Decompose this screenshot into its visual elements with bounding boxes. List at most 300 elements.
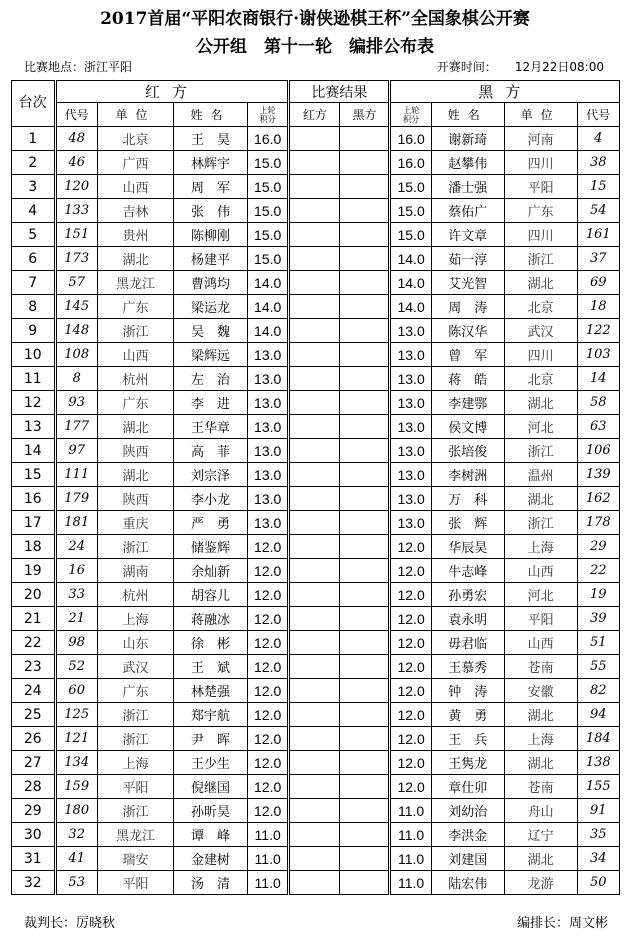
red-name-cell: 胡容儿: [174, 583, 248, 607]
black-name-cell: 万 科: [431, 487, 504, 511]
result-black-cell[interactable]: [340, 559, 390, 583]
table-no-cell: 16: [12, 487, 56, 511]
col-header-red-code: 代号: [55, 103, 97, 127]
black-code-cell: 63: [577, 415, 620, 439]
table-no-cell: 22: [12, 631, 56, 655]
result-red-cell[interactable]: [289, 559, 340, 583]
black-unit-cell: 浙江: [504, 247, 577, 271]
red-name-cell: 左 治: [174, 367, 248, 391]
result-red-cell[interactable]: [289, 463, 340, 487]
black-unit-cell: 苍南: [504, 775, 577, 799]
red-unit-cell: 黑龙江: [97, 823, 173, 847]
red-prev-score-cell: 13.0: [247, 367, 288, 391]
red-unit-cell: 山西: [97, 343, 173, 367]
table-row: [12, 319, 620, 343]
red-code-cell: 46: [55, 151, 97, 175]
result-red-cell[interactable]: [289, 439, 340, 463]
black-name-cell: 华辰昊: [431, 535, 504, 559]
red-code-cell: 32: [55, 823, 97, 847]
result-black-cell[interactable]: [340, 583, 390, 607]
result-red-cell[interactable]: [289, 679, 340, 703]
table-no-cell: 8: [12, 295, 56, 319]
black-code-cell: 29: [577, 535, 620, 559]
red-code-cell: 93: [55, 391, 97, 415]
black-unit-cell: 安徽: [504, 679, 577, 703]
black-name-cell: 曾 军: [431, 343, 504, 367]
pairing-table: [11, 80, 620, 895]
result-red-cell[interactable]: [289, 271, 340, 295]
black-prev-score-cell: 12.0: [390, 703, 431, 727]
black-code-cell: 19: [577, 583, 620, 607]
black-name-cell: 刘建国: [431, 847, 504, 871]
table-row: [12, 751, 620, 775]
red-code-cell: 151: [55, 223, 97, 247]
red-prev-score-cell: 12.0: [247, 775, 288, 799]
black-name-cell: 李建鄂: [431, 391, 504, 415]
table-no-cell: 27: [12, 751, 56, 775]
black-name-cell: 王隽龙: [431, 751, 504, 775]
table-no-cell: 14: [12, 439, 56, 463]
red-code-cell: 121: [55, 727, 97, 751]
table-no-cell: 31: [12, 847, 56, 871]
black-prev-score-cell: 13.0: [390, 367, 431, 391]
red-code-cell: 60: [55, 679, 97, 703]
black-name-cell: 章仕卯: [431, 775, 504, 799]
black-code-cell: 58: [577, 391, 620, 415]
red-name-cell: 李 进: [174, 391, 248, 415]
result-red-cell[interactable]: [289, 703, 340, 727]
table-row: [12, 175, 620, 199]
red-name-cell: 徐 彬: [174, 631, 248, 655]
red-code-cell: 177: [55, 415, 97, 439]
red-prev-score-cell: 13.0: [247, 439, 288, 463]
result-red-cell[interactable]: [289, 295, 340, 319]
red-code-cell: 57: [55, 271, 97, 295]
red-code-cell: 41: [55, 847, 97, 871]
black-code-cell: 162: [577, 487, 620, 511]
result-red-cell[interactable]: [289, 847, 340, 871]
black-name-cell: 黄 勇: [431, 703, 504, 727]
black-name-cell: 谢新琦: [431, 127, 504, 151]
black-unit-cell: 河北: [504, 415, 577, 439]
red-name-cell: 张 伟: [174, 199, 248, 223]
result-black-cell[interactable]: [340, 463, 390, 487]
table-row: [12, 295, 620, 319]
red-unit-cell: 黑龙江: [97, 271, 173, 295]
result-red-cell[interactable]: [289, 607, 340, 631]
result-black-cell[interactable]: [340, 727, 390, 751]
col-header-red-name: 姓名: [174, 103, 248, 127]
red-unit-cell: 浙江: [97, 319, 173, 343]
chief-referee: 裁判长：厉晓秋: [24, 916, 116, 931]
result-black-cell[interactable]: [340, 703, 390, 727]
black-prev-score-cell: 12.0: [390, 559, 431, 583]
result-black-cell[interactable]: [340, 223, 390, 247]
table-no-cell: 6: [12, 247, 56, 271]
black-unit-cell: 辽宁: [504, 823, 577, 847]
red-unit-cell: 北京: [97, 127, 173, 151]
col-header-table-no: 台次: [12, 81, 56, 127]
black-unit-cell: 四川: [504, 343, 577, 367]
black-code-cell: 106: [577, 439, 620, 463]
red-code-cell: 97: [55, 439, 97, 463]
red-prev-score-cell: 11.0: [247, 847, 288, 871]
black-prev-score-cell: 15.0: [390, 199, 431, 223]
result-black-cell[interactable]: [340, 391, 390, 415]
result-red-cell[interactable]: [289, 319, 340, 343]
result-red-cell[interactable]: [289, 583, 340, 607]
table-row: [12, 823, 620, 847]
result-red-cell[interactable]: [289, 415, 340, 439]
result-red-cell[interactable]: [289, 487, 340, 511]
result-black-cell[interactable]: [340, 799, 390, 823]
table-row: [12, 487, 620, 511]
result-black-cell[interactable]: [340, 679, 390, 703]
table-row: [12, 151, 620, 175]
black-unit-cell: 北京: [504, 295, 577, 319]
red-name-cell: 储鉴辉: [174, 535, 248, 559]
red-name-cell: 倪继国: [174, 775, 248, 799]
red-unit-cell: 浙江: [97, 703, 173, 727]
red-unit-cell: 重庆: [97, 511, 173, 535]
black-unit-cell: 苍南: [504, 655, 577, 679]
black-unit-cell: 河北: [504, 583, 577, 607]
result-black-cell[interactable]: [340, 607, 390, 631]
black-name-cell: 李洪金: [431, 823, 504, 847]
black-name-cell: 孙勇宏: [431, 583, 504, 607]
result-red-cell[interactable]: [289, 727, 340, 751]
result-black-cell[interactable]: [340, 127, 390, 151]
result-red-cell[interactable]: [289, 751, 340, 775]
result-red-cell[interactable]: [289, 655, 340, 679]
result-red-cell[interactable]: [289, 511, 340, 535]
red-prev-score-cell: 15.0: [247, 199, 288, 223]
red-prev-score-cell: 14.0: [247, 319, 288, 343]
black-unit-cell: 湖北: [504, 703, 577, 727]
result-black-cell[interactable]: [340, 847, 390, 871]
red-unit-cell: 陕西: [97, 439, 173, 463]
black-prev-score-cell: 13.0: [390, 343, 431, 367]
red-prev-score-cell: 15.0: [247, 223, 288, 247]
result-black-cell[interactable]: [340, 871, 390, 895]
red-unit-cell: 湖北: [97, 463, 173, 487]
result-red-cell[interactable]: [289, 871, 340, 895]
table-no-cell: 29: [12, 799, 56, 823]
black-name-cell: 侯文博: [431, 415, 504, 439]
black-code-cell: 22: [577, 559, 620, 583]
black-name-cell: 李树洲: [431, 463, 504, 487]
red-code-cell: 53: [55, 871, 97, 895]
result-red-cell[interactable]: [289, 223, 340, 247]
red-prev-score-cell: 15.0: [247, 247, 288, 271]
black-prev-score-cell: 14.0: [390, 247, 431, 271]
black-unit-cell: 河南: [504, 127, 577, 151]
red-code-cell: 133: [55, 199, 97, 223]
result-red-cell[interactable]: [289, 391, 340, 415]
table-no-cell: 1: [12, 127, 56, 151]
red-unit-cell: 陕西: [97, 487, 173, 511]
table-no-cell: 4: [12, 199, 56, 223]
red-name-cell: 陈柳刚: [174, 223, 248, 247]
red-unit-cell: 上海: [97, 607, 173, 631]
red-unit-cell: 广东: [97, 295, 173, 319]
table-row: [12, 535, 620, 559]
black-code-cell: 69: [577, 271, 620, 295]
red-code-cell: 125: [55, 703, 97, 727]
black-unit-cell: 舟山: [504, 799, 577, 823]
black-name-cell: 牛志峰: [431, 559, 504, 583]
red-prev-score-cell: 12.0: [247, 607, 288, 631]
red-unit-cell: 上海: [97, 751, 173, 775]
col-header-result-black: 黑方: [340, 103, 390, 127]
black-code-cell: 15: [577, 175, 620, 199]
result-red-cell[interactable]: [289, 367, 340, 391]
red-name-cell: 林辉宇: [174, 151, 248, 175]
red-code-cell: 134: [55, 751, 97, 775]
black-code-cell: 34: [577, 847, 620, 871]
red-code-cell: 108: [55, 343, 97, 367]
table-row: [12, 271, 620, 295]
red-name-cell: 梁运龙: [174, 295, 248, 319]
red-prev-score-cell: 12.0: [247, 751, 288, 775]
result-red-cell[interactable]: [289, 823, 340, 847]
table-row: [12, 799, 620, 823]
black-unit-cell: 龙游: [504, 871, 577, 895]
black-code-cell: 184: [577, 727, 620, 751]
red-prev-score-cell: 12.0: [247, 535, 288, 559]
red-name-cell: 林楚强: [174, 679, 248, 703]
red-unit-cell: 湖北: [97, 415, 173, 439]
red-prev-score-cell: 12.0: [247, 655, 288, 679]
table-no-cell: 24: [12, 679, 56, 703]
result-black-cell[interactable]: [340, 175, 390, 199]
table-no-cell: 28: [12, 775, 56, 799]
red-prev-score-cell: 12.0: [247, 559, 288, 583]
black-unit-cell: 湖北: [504, 847, 577, 871]
black-prev-score-cell: 13.0: [390, 511, 431, 535]
black-unit-cell: 湖北: [504, 751, 577, 775]
table-no-cell: 18: [12, 535, 56, 559]
table-row: [12, 439, 620, 463]
col-header-black-code: 代号: [577, 103, 620, 127]
table-no-cell: 26: [12, 727, 56, 751]
table-row: [12, 199, 620, 223]
red-prev-score-cell: 13.0: [247, 487, 288, 511]
black-prev-score-cell: 11.0: [390, 871, 431, 895]
black-unit-cell: 上海: [504, 535, 577, 559]
black-prev-score-cell: 16.0: [390, 127, 431, 151]
red-name-cell: 周 军: [174, 175, 248, 199]
red-unit-cell: 浙江: [97, 799, 173, 823]
result-black-cell[interactable]: [340, 271, 390, 295]
black-code-cell: 14: [577, 367, 620, 391]
table-row: [12, 343, 620, 367]
table-no-cell: 32: [12, 871, 56, 895]
table-row: [12, 727, 620, 751]
red-prev-score-cell: 13.0: [247, 391, 288, 415]
result-black-cell[interactable]: [340, 295, 390, 319]
result-red-cell[interactable]: [289, 631, 340, 655]
pairing-rows: [12, 127, 620, 895]
black-unit-cell: 平阳: [504, 175, 577, 199]
red-name-cell: 杨建平: [174, 247, 248, 271]
result-black-cell[interactable]: [340, 199, 390, 223]
red-prev-score-cell: 12.0: [247, 799, 288, 823]
red-name-cell: 李小龙: [174, 487, 248, 511]
result-black-cell[interactable]: [340, 487, 390, 511]
black-prev-score-cell: 12.0: [390, 631, 431, 655]
red-prev-score-cell: 12.0: [247, 679, 288, 703]
red-code-cell: 173: [55, 247, 97, 271]
black-unit-cell: 四川: [504, 151, 577, 175]
table-no-cell: 3: [12, 175, 56, 199]
result-black-cell[interactable]: [340, 631, 390, 655]
result-red-cell[interactable]: [289, 175, 340, 199]
result-black-cell[interactable]: [340, 511, 390, 535]
black-prev-score-cell: 13.0: [390, 439, 431, 463]
black-unit-cell: 武汉: [504, 319, 577, 343]
black-code-cell: 55: [577, 655, 620, 679]
red-code-cell: 179: [55, 487, 97, 511]
black-code-cell: 91: [577, 799, 620, 823]
red-code-cell: 8: [55, 367, 97, 391]
result-red-cell[interactable]: [289, 247, 340, 271]
result-red-cell[interactable]: [289, 775, 340, 799]
result-red-cell[interactable]: [289, 199, 340, 223]
black-name-cell: 陆宏伟: [431, 871, 504, 895]
result-black-cell[interactable]: [340, 655, 390, 679]
table-no-cell: 2: [12, 151, 56, 175]
result-black-cell[interactable]: [340, 535, 390, 559]
table-no-cell: 13: [12, 415, 56, 439]
red-prev-score-cell: 15.0: [247, 151, 288, 175]
result-red-cell[interactable]: [289, 127, 340, 151]
red-name-cell: 王 斌: [174, 655, 248, 679]
red-name-cell: 蒋融冰: [174, 607, 248, 631]
black-code-cell: 50: [577, 871, 620, 895]
table-no-cell: 9: [12, 319, 56, 343]
red-name-cell: 刘宗泽: [174, 463, 248, 487]
red-unit-cell: 平阳: [97, 775, 173, 799]
black-name-cell: 茹一淳: [431, 247, 504, 271]
black-name-cell: 张 辉: [431, 511, 504, 535]
red-unit-cell: 平阳: [97, 871, 173, 895]
black-code-cell: 18: [577, 295, 620, 319]
result-black-cell[interactable]: [340, 343, 390, 367]
red-name-cell: 郑宇航: [174, 703, 248, 727]
red-name-cell: 王 昊: [174, 127, 248, 151]
red-code-cell: 16: [55, 559, 97, 583]
table-no-cell: 12: [12, 391, 56, 415]
black-name-cell: 王 兵: [431, 727, 504, 751]
black-code-cell: 51: [577, 631, 620, 655]
table-no-cell: 7: [12, 271, 56, 295]
red-name-cell: 汤 清: [174, 871, 248, 895]
table-no-cell: 5: [12, 223, 56, 247]
result-red-cell[interactable]: [289, 343, 340, 367]
red-name-cell: 曹鸿均: [174, 271, 248, 295]
table-row: [12, 415, 620, 439]
red-unit-cell: 瑞安: [97, 847, 173, 871]
table-no-cell: 25: [12, 703, 56, 727]
table-row: [12, 775, 620, 799]
black-prev-score-cell: 12.0: [390, 535, 431, 559]
table-row: [12, 655, 620, 679]
red-unit-cell: 杭州: [97, 583, 173, 607]
table-row: [12, 703, 620, 727]
black-code-cell: 94: [577, 703, 620, 727]
col-header-red-side: 红方: [55, 81, 289, 103]
result-black-cell[interactable]: [340, 151, 390, 175]
black-unit-cell: 浙江: [504, 511, 577, 535]
red-code-cell: 120: [55, 175, 97, 199]
black-name-cell: 袁永明: [431, 607, 504, 631]
black-prev-score-cell: 11.0: [390, 823, 431, 847]
result-red-cell[interactable]: [289, 151, 340, 175]
table-row: [12, 247, 620, 271]
result-black-cell[interactable]: [340, 319, 390, 343]
result-red-cell[interactable]: [289, 535, 340, 559]
black-unit-cell: 湖北: [504, 271, 577, 295]
red-code-cell: 111: [55, 463, 97, 487]
result-black-cell[interactable]: [340, 823, 390, 847]
col-header-black-side: 黑方: [390, 81, 620, 103]
red-name-cell: 吴 魏: [174, 319, 248, 343]
red-code-cell: 159: [55, 775, 97, 799]
table-no-cell: 15: [12, 463, 56, 487]
result-black-cell[interactable]: [340, 415, 390, 439]
black-name-cell: 赵攀伟: [431, 151, 504, 175]
black-code-cell: 38: [577, 151, 620, 175]
result-black-cell[interactable]: [340, 439, 390, 463]
result-black-cell[interactable]: [340, 367, 390, 391]
black-prev-score-cell: 13.0: [390, 487, 431, 511]
black-code-cell: 178: [577, 511, 620, 535]
red-prev-score-cell: 13.0: [247, 463, 288, 487]
result-red-cell[interactable]: [289, 799, 340, 823]
result-black-cell[interactable]: [340, 751, 390, 775]
start-time-label: 开赛时间：: [436, 60, 497, 74]
red-prev-score-cell: 13.0: [247, 415, 288, 439]
result-black-cell[interactable]: [340, 775, 390, 799]
black-prev-score-cell: 15.0: [390, 175, 431, 199]
red-name-cell: 严 勇: [174, 511, 248, 535]
black-unit-cell: 平阳: [504, 607, 577, 631]
black-name-cell: 潘士强: [431, 175, 504, 199]
black-unit-cell: 上海: [504, 727, 577, 751]
black-name-cell: 蒋 皓: [431, 367, 504, 391]
black-name-cell: 毋君临: [431, 631, 504, 655]
black-code-cell: 37: [577, 247, 620, 271]
table-row: [12, 871, 620, 895]
result-black-cell[interactable]: [340, 247, 390, 271]
red-prev-score-cell: 15.0: [247, 175, 288, 199]
black-prev-score-cell: 14.0: [390, 271, 431, 295]
table-row: [12, 127, 620, 151]
red-unit-cell: 浙江: [97, 535, 173, 559]
table-row: [12, 679, 620, 703]
black-name-cell: 许文章: [431, 223, 504, 247]
red-code-cell: 181: [55, 511, 97, 535]
black-prev-score-cell: 12.0: [390, 607, 431, 631]
black-code-cell: 122: [577, 319, 620, 343]
black-prev-score-cell: 12.0: [390, 727, 431, 751]
red-prev-score-cell: 12.0: [247, 631, 288, 655]
table-no-cell: 17: [12, 511, 56, 535]
black-prev-score-cell: 12.0: [390, 655, 431, 679]
black-unit-cell: 湖北: [504, 391, 577, 415]
table-row: [12, 463, 620, 487]
